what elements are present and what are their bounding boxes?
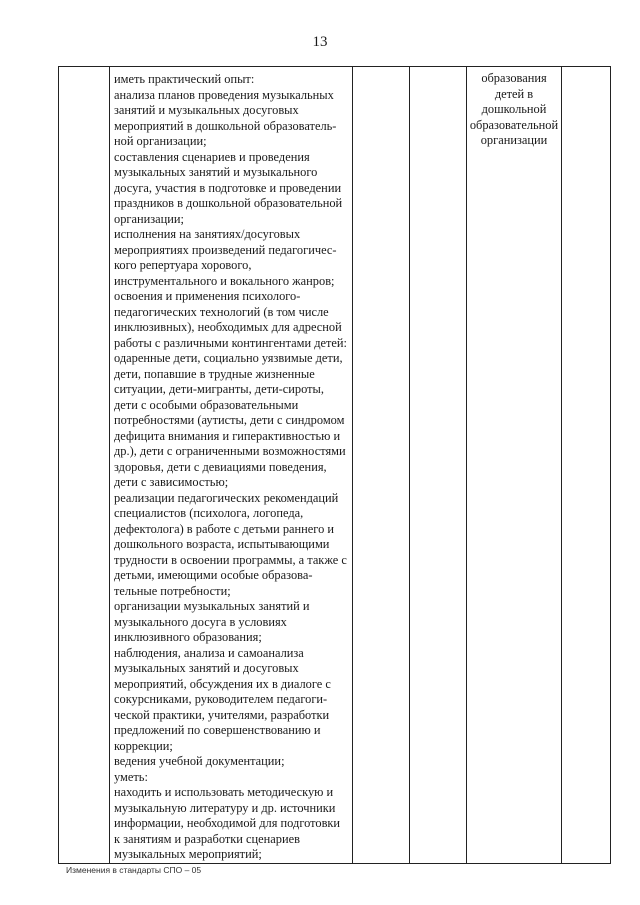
text-line: досуга, участия в подготовке и проведении [114, 180, 342, 195]
module-text [467, 67, 561, 149]
text-line: занятий и музыкальных досуговых [114, 103, 299, 117]
text-line: одаренные дети, социально уязвимые дети, [114, 351, 343, 365]
text-line: уметь: [114, 769, 148, 784]
text-line: дефектолога) в работе с детьми раннего и [114, 521, 334, 536]
text-line: к занятиям и разработки сценариев [114, 831, 300, 846]
text-line: наблюдения, анализа и самоанализа [114, 645, 304, 660]
text-line: коррекции; [114, 738, 173, 753]
text-line: образования [481, 71, 547, 85]
text-line: детьми, имеющими особые образова- [114, 568, 313, 582]
text-line: иметь практический опыт: [114, 72, 255, 86]
text-line: музыкальных занятий и музыкального [114, 165, 318, 179]
text-line: образовательной [469, 117, 559, 132]
text-line: музыкального досуга в условиях [114, 614, 287, 629]
table-cell-empty [353, 67, 410, 864]
text-line: организации музыкальных занятий и [114, 599, 310, 613]
text-line: анализа планов проведения музыкальных [114, 87, 334, 102]
text-line: мероприятиях произведений педагогичес- [114, 242, 337, 257]
text-line: инклюзивных), необходимых для адресной [114, 320, 342, 334]
text-line: исполнения на занятиях/досуговых [114, 227, 301, 241]
text-line: освоения и применения психолого- [114, 289, 301, 303]
table-cell-code [59, 67, 110, 864]
text-line: праздников в дошкольной образовательной [114, 196, 343, 210]
text-line: ной организации; [114, 134, 207, 148]
text-line: дети с особыми образовательными [114, 397, 299, 412]
text-line: реализации педагогических рекомендаций [114, 490, 339, 505]
text-line: дети, попавшие в трудные жизненные [114, 366, 315, 381]
text-line: педагогических технологий (в том числе [114, 304, 329, 319]
text-line: инструментального и вокального жанров; [114, 273, 335, 288]
practical-experience-text [110, 67, 352, 863]
text-line: музыкальных мероприятий; [114, 847, 262, 861]
text-line: музыкальную литературу и др. источники [114, 800, 336, 815]
text-line: кого репертуара хорового, [114, 258, 252, 272]
text-line: мероприятий, обсуждения их в диалоге с [114, 676, 331, 691]
page-number: 13 [312, 34, 328, 50]
table-cell-content [110, 67, 353, 864]
text-line: ведения учебной документации; [114, 754, 285, 768]
text-line: находить и использовать методическую и [114, 785, 334, 799]
table-row [59, 67, 611, 864]
text-line: организации; [114, 211, 184, 226]
text-line: составления сценариев и проведения [114, 149, 310, 164]
text-line: музыкальных занятий и досуговых [114, 661, 299, 675]
text-line: трудности в освоении программы, а также с [114, 552, 347, 567]
text-line: инклюзивного образования; [114, 630, 262, 644]
table-cell-module [467, 67, 562, 864]
text-line: предложений по совершенствованию и [114, 723, 321, 737]
text-line: ситуации, дети-мигранты, дети-сироты, [114, 382, 324, 396]
text-line: специалистов (психолога, логопеда, [114, 506, 304, 520]
text-line: потребностями (аутисты, дети с синдромом [114, 413, 345, 427]
text-line: дошкольного возраста, испытывающими [114, 537, 330, 551]
text-line: сокурсниками, руководителем педагоги- [114, 692, 328, 706]
text-line: детей в [494, 86, 534, 101]
text-line: дети с зависимостью; [114, 475, 229, 489]
text-line: дефицита внимания и гиперактивностью и [114, 428, 341, 443]
text-line: мероприятий в дошкольной образователь- [114, 118, 337, 133]
text-line: ческой практики, учителями, разработки [114, 707, 330, 722]
text-line: информации, необходимой для подготовки [114, 816, 341, 830]
page-footer: Изменения в стандарты СПО – 05 [66, 865, 202, 875]
text-line: др.), дети с ограниченными возможностями [114, 444, 346, 458]
table-cell-empty [410, 67, 467, 864]
text-line: здоровья, дети с девиациями поведения, [114, 459, 327, 474]
text-line: организации [480, 133, 548, 147]
text-line: тельные потребности; [114, 583, 231, 598]
text-line: дошкольной [481, 102, 547, 116]
table-cell-empty [562, 67, 611, 864]
competency-table [58, 66, 611, 864]
text-line: работы с различными контингентами детей: [114, 335, 347, 350]
